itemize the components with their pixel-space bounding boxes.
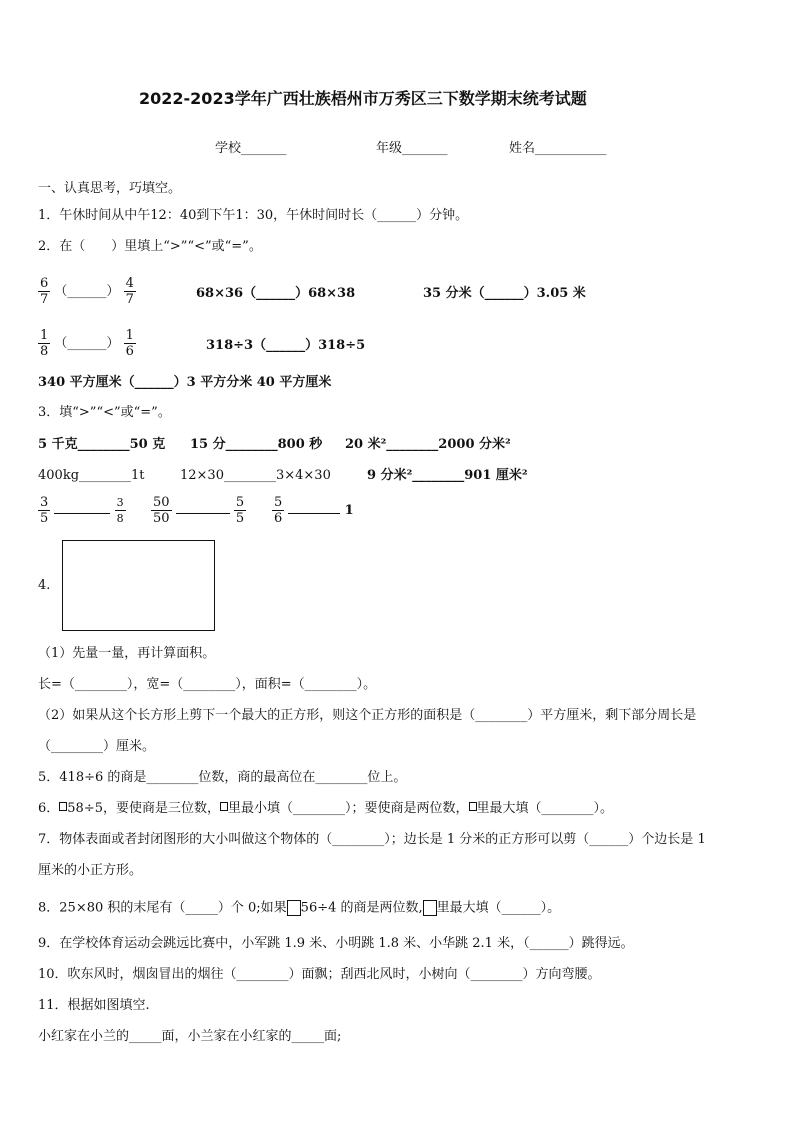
grade-field: 年级_______ xyxy=(376,141,448,156)
question-1: 1．午休时间从中午12：40到下午1：30，午休时间时长（______）分钟。 xyxy=(38,208,469,223)
school-field: 学校_______ xyxy=(215,141,287,156)
question-11-text: 小红家在小兰的_____面，小兰家在小红家的_____面; xyxy=(38,1029,342,1044)
q2-row2-divide: 318÷3（______）318÷5 xyxy=(206,338,366,353)
blank-square-icon xyxy=(423,900,437,916)
blank-square-icon xyxy=(469,802,477,811)
q4-part-2-cont: （________）厘米。 xyxy=(38,739,156,754)
question-9: 9．在学校体育运动会跳远比赛中，小军跳 1.9 米、小明跳 1.8 米、小华跳 2.1 米，（______）跳得远。 xyxy=(38,936,634,951)
q2-row1-fraction-compare xyxy=(38,276,136,307)
number-one: 1 xyxy=(344,503,354,518)
question-7: 7．物体表面或者封闭图形的大小叫做这个物体的（________）；边长是 1 分米的正方形可以剪（______）个边长是 1 xyxy=(38,832,706,847)
q3-item-d: 400kg________1t xyxy=(38,468,145,483)
fraction: $\frac{6}{7}$ xyxy=(40,276,49,307)
fraction: $\frac{1}{6}$ xyxy=(125,328,134,359)
section-heading: 一、认真思考，巧填空。 xyxy=(38,181,182,196)
q3-item-b: 15 分________800 秒 xyxy=(190,437,323,452)
fraction: $\frac{5}{5}$ xyxy=(235,495,245,526)
fraction: $\frac{3}{5}$ xyxy=(40,495,49,526)
blank xyxy=(288,513,340,514)
question-10: 10．吹东风时，烟囱冒出的烟往（________）面飘；刮西北风时，小树向（________）方向弯腰。 xyxy=(38,967,601,982)
q4-part-1: （1）先量一量，再计算面积。 xyxy=(38,646,216,661)
q3-item-h xyxy=(151,495,246,526)
question-3: 3．填“>”“<”或“=”。 xyxy=(38,405,171,420)
question-11: 11．根据如图填空. xyxy=(38,998,150,1013)
page-title: 2022-2023学年广西壮族梧州市万秀区三下数学期末统考试题 xyxy=(139,89,587,108)
q4-part-2: （2）如果从这个长方形上剪下一个最大的正方形，则这个正方形的面积是（________）平方厘米，剩下部分周长是 xyxy=(38,708,697,723)
q3-item-c: 20 米²________2000 分米² xyxy=(345,437,511,452)
fraction: $\frac{5}{6}$ xyxy=(274,495,283,526)
name-field: 姓名___________ xyxy=(509,141,607,156)
question-7-cont: 厘米的小正方形。 xyxy=(38,863,143,878)
blank xyxy=(54,513,110,514)
q3-item-g xyxy=(38,495,126,526)
q2-row3-area: 340 平方厘米（______）3 平方分米 40 平方厘米 xyxy=(38,375,332,390)
blank-square-icon xyxy=(220,802,228,811)
question-6: 6． 58÷5，要使商是三位数， 里最小填（________）；要使商是两位数， 里最大填（________）。 xyxy=(38,801,614,816)
q2-row1-length: 35 分米（______）3.05 米 xyxy=(423,286,586,301)
blank: （______） xyxy=(54,336,120,351)
blank xyxy=(176,513,230,514)
question-4-label: 4. xyxy=(38,578,51,593)
q3-item-e: 12×30________3×4×30 xyxy=(180,468,331,483)
q3-item-a: 5 千克________50 克 xyxy=(38,437,166,452)
q2-row2-fraction-compare xyxy=(38,328,136,359)
rectangle-figure xyxy=(62,540,215,631)
blank-square-icon xyxy=(287,900,301,916)
q4-dimensions: 长=（________），宽=（________），面积=（________）。 xyxy=(38,677,377,692)
blank: （______） xyxy=(54,284,120,299)
question-2: 2．在（ ）里填上“>”“<”或“=”。 xyxy=(38,239,262,254)
fraction: $\frac{1}{8}$ xyxy=(40,328,49,359)
question-8: 8．25×80 积的末尾有（_____）个 0;如果 56÷4 的商是两位数, 里最大填（______）。 xyxy=(38,900,561,916)
question-5: 5．418÷6 的商是________位数，商的最高位在________位上。 xyxy=(38,770,407,785)
q3-item-i xyxy=(272,495,354,526)
q2-row1-multiply: 68×36（______）68×38 xyxy=(196,286,356,301)
fraction: $\frac{50}{50}$ xyxy=(153,495,170,526)
fraction: $\frac{3}{8}$ xyxy=(116,496,124,525)
q3-item-f: 9 分米²________901 厘米² xyxy=(367,468,528,483)
fraction: $\frac{4}{7}$ xyxy=(125,276,134,307)
